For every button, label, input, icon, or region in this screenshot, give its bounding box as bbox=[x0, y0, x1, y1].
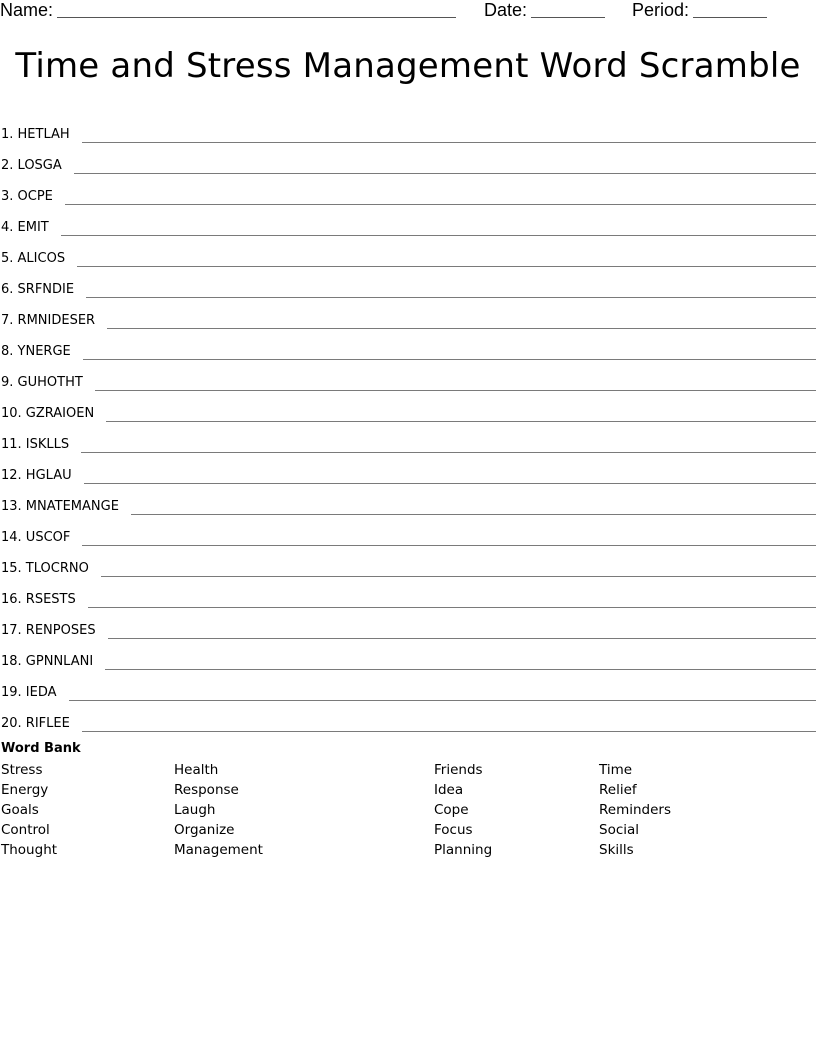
scrambled-word: 12. HGLAU bbox=[1, 468, 72, 483]
question-row bbox=[0, 453, 816, 484]
scrambled-word: 10. GZRAIOEN bbox=[1, 406, 95, 421]
word-bank-title: Word Bank bbox=[1, 741, 81, 756]
scrambled-word: 16. RSESTS bbox=[1, 592, 76, 607]
word-bank-item: Response bbox=[174, 782, 239, 798]
name-label: Name: bbox=[0, 0, 54, 20]
scrambled-word: 11. ISKLLS bbox=[1, 437, 70, 452]
scrambled-word: 3. OCPE bbox=[1, 189, 53, 204]
period-blank[interactable] bbox=[693, 0, 767, 18]
page-title: Time and Stress Management Word Scramble bbox=[15, 46, 801, 86]
date-blank[interactable] bbox=[531, 0, 605, 18]
word-bank-item: Energy bbox=[1, 782, 49, 798]
answer-line[interactable] bbox=[82, 730, 816, 732]
question-row bbox=[0, 360, 816, 391]
word-bank-item: Laugh bbox=[174, 802, 216, 818]
worksheet-header bbox=[0, 0, 816, 24]
answer-line[interactable] bbox=[105, 668, 816, 670]
question-row bbox=[0, 515, 816, 546]
word-bank-item: Control bbox=[1, 822, 50, 838]
date-label: Date: bbox=[484, 0, 528, 20]
question-row bbox=[0, 236, 816, 267]
question-row bbox=[0, 546, 816, 577]
word-bank bbox=[0, 760, 816, 860]
scrambled-word: 5. ALICOS bbox=[1, 251, 66, 266]
question-row bbox=[0, 484, 816, 515]
word-bank-item: Cope bbox=[434, 802, 469, 818]
date-field[interactable] bbox=[484, 0, 605, 20]
scrambled-word: 8. YNERGE bbox=[1, 344, 71, 359]
scrambled-word: 4. EMIT bbox=[1, 220, 49, 235]
scrambled-word: 2. LOSGA bbox=[1, 158, 62, 173]
answer-line[interactable] bbox=[131, 513, 816, 515]
word-bank-column bbox=[599, 760, 671, 860]
answer-line[interactable] bbox=[65, 203, 816, 205]
word-bank-item: Organize bbox=[174, 822, 235, 838]
period-label: Period: bbox=[632, 0, 690, 20]
question-row bbox=[0, 391, 816, 422]
question-row bbox=[0, 670, 816, 701]
word-bank-item: Social bbox=[599, 822, 640, 838]
word-bank-item: Goals bbox=[1, 802, 39, 818]
word-bank-item: Stress bbox=[1, 762, 43, 778]
word-bank-item: Friends bbox=[434, 762, 483, 778]
scrambled-word: 1. HETLAH bbox=[1, 127, 70, 142]
period-field[interactable] bbox=[632, 0, 767, 20]
scrambled-word: 20. RIFLEE bbox=[1, 716, 70, 731]
word-bank-item: Focus bbox=[434, 822, 473, 838]
question-row bbox=[0, 577, 816, 608]
word-bank-item: Reminders bbox=[599, 802, 671, 818]
scrambled-word: 15. TLOCRNO bbox=[1, 561, 89, 576]
word-bank-item: Idea bbox=[434, 782, 464, 798]
question-row bbox=[0, 112, 816, 143]
question-row bbox=[0, 329, 816, 360]
name-blank[interactable] bbox=[57, 0, 456, 18]
answer-line[interactable] bbox=[108, 637, 816, 639]
word-bank-column bbox=[434, 760, 492, 860]
scrambled-word: 9. GUHOTHT bbox=[1, 375, 83, 390]
answer-line[interactable] bbox=[82, 544, 816, 546]
word-bank-item: Health bbox=[174, 762, 219, 778]
scrambled-word: 13. MNATEMANGE bbox=[1, 499, 119, 514]
question-row bbox=[0, 639, 816, 670]
word-bank-item: Time bbox=[599, 762, 633, 778]
question-row bbox=[0, 205, 816, 236]
question-row bbox=[0, 298, 816, 329]
question-row bbox=[0, 143, 816, 174]
answer-line[interactable] bbox=[84, 482, 816, 484]
answer-line[interactable] bbox=[106, 420, 816, 422]
answer-line[interactable] bbox=[81, 451, 816, 453]
scrambled-word: 19. IEDA bbox=[1, 685, 57, 700]
word-bank-item: Relief bbox=[599, 782, 637, 798]
name-field[interactable] bbox=[0, 0, 456, 20]
scrambled-word: 14. USCOF bbox=[1, 530, 71, 545]
word-bank-item: Skills bbox=[599, 842, 634, 858]
question-row bbox=[0, 608, 816, 639]
word-bank-item: Management bbox=[174, 842, 263, 858]
word-bank-column bbox=[1, 760, 57, 860]
answer-line[interactable] bbox=[86, 296, 816, 298]
answer-line[interactable] bbox=[101, 575, 816, 577]
word-bank-item: Thought bbox=[1, 842, 58, 858]
word-bank-column bbox=[174, 760, 263, 860]
question-row bbox=[0, 701, 816, 732]
word-bank-item: Planning bbox=[434, 842, 493, 858]
answer-line[interactable] bbox=[88, 606, 816, 608]
answer-line[interactable] bbox=[95, 389, 816, 391]
scrambled-word: 18. GPNNLANI bbox=[1, 654, 94, 669]
scrambled-word: 7. RMNIDESER bbox=[1, 313, 96, 328]
question-list bbox=[0, 112, 816, 732]
answer-line[interactable] bbox=[83, 358, 816, 360]
question-row bbox=[0, 174, 816, 205]
question-row bbox=[0, 422, 816, 453]
answer-line[interactable] bbox=[107, 327, 816, 329]
answer-line[interactable] bbox=[74, 172, 816, 174]
question-row bbox=[0, 267, 816, 298]
answer-line[interactable] bbox=[77, 265, 816, 267]
scrambled-word: 6. SRFNDIE bbox=[1, 282, 75, 297]
answer-line[interactable] bbox=[82, 141, 816, 143]
answer-line[interactable] bbox=[61, 234, 816, 236]
scrambled-word: 17. RENPOSES bbox=[1, 623, 96, 638]
answer-line[interactable] bbox=[69, 699, 816, 701]
